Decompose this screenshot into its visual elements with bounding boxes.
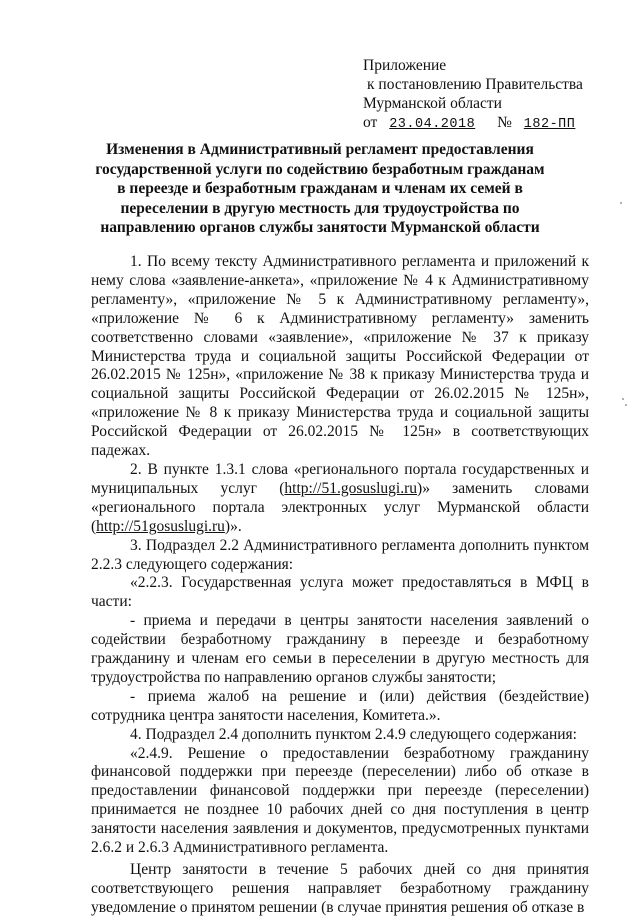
gosuslugi-link-new[interactable]: http://51gosuslugi.ru [96,517,225,535]
scan-speck [622,398,624,400]
number-sign: № [497,114,512,131]
scan-speck [625,404,627,406]
paragraph-4: «2.2.3. Государственная услуга может предоставляться в МФЦ в части: [91,574,589,611]
approval-date-line [363,113,623,134]
paragraph-2 [91,461,589,537]
paragraph-8: «2.4.9. Решение о предоставлении безработному гражданину финансовой поддержки при переезде (переселении) либо об отказе в предоставлении финансовой поддержки при переезде (переселении) принимается не позднее 10 рабочих дней со дня поступления в центр занятости населения заявления и документов, предусмотренных пунктами 2.6.2 и 2.6.3 Административного регламента. [91,744,589,857]
paragraph-2-mid: )» заменить словами «регионального портала электронных услуг Мурманской области ( [91,479,589,535]
paragraph-9: Центр занятости в течение 5 рабочих дней со дня принятия соответствующего решения направляет безработному гражданину уведомление о принятом решении (в случае принятия решения об отказе в [91,861,589,916]
paragraph-1: 1. По всему тексту Административного регламента и приложений к нему слова «заявление-анкета», «приложение № 4 к Административному регламенту», «приложение № 5 к Административному регламенту», «приложение № 6 к Административному регламенту» заменить соответственно словами «заявление», «приложение № 37 к приказу Министерства труда и социальной защиты Российской Федерации от 26.02.2015 № 125н», «приложение № 38 к приказу Министерства труда и социальной защиты Российской Федерации от 26.02.2015 № 125н», «приложение № 8 к приказу Министерства труда и социальной защиты Российской Федерации от 26.02.2015 № 125н» в соответствующих падежах. [91,253,589,460]
approval-number: 182-ПП [523,117,576,132]
approval-date: 23.04.2018 [389,117,476,132]
gosuslugi-link-old[interactable]: http://51.gosuslugi.ru [284,479,418,497]
document-title: Изменения в Административный регламент предоставления государственной услуги по содействию безработным гражданам в переезде и безработным гражданам и членам их семей в переселении в другую местность для трудоустройства по направлению органов службы занятости Мурманской области [95,141,545,236]
paragraph-2-end: )». [224,517,242,535]
approval-line-2: к постановлению Правительства [367,76,583,93]
paragraph-5: - приема и передачи в центры занятости населения заявлений о содействии безработному гражданину в переезде и безработному гражданину и членам его семьи в переселении в другую местность для трудоустройства по направлению органов службы занятости; [91,612,589,686]
paragraph-3: 3. Подраздел 2.2 Административного регламента дополнить пунктом 2.2.3 следующего содержания: [91,536,589,573]
date-prefix: от [363,114,378,131]
scan-speck [620,202,622,204]
paragraph-7: 4. Подраздел 2.4 дополнить пунктом 2.4.9 следующего содержания: [130,725,577,743]
approval-block [363,56,623,134]
approval-line-1: Приложение [363,57,447,74]
approval-line-3: Мурманской области [363,95,502,112]
paragraph-6: - приема жалоб на решение и (или) действия (бездействие) сотрудника центра занятости населения, Комитета.». [91,687,589,724]
paragraph-2-start: 2. В пункте 1.3.1 слова «регионального портала государственных и муниципальных услуг ( [91,460,589,497]
document-body [91,253,589,918]
